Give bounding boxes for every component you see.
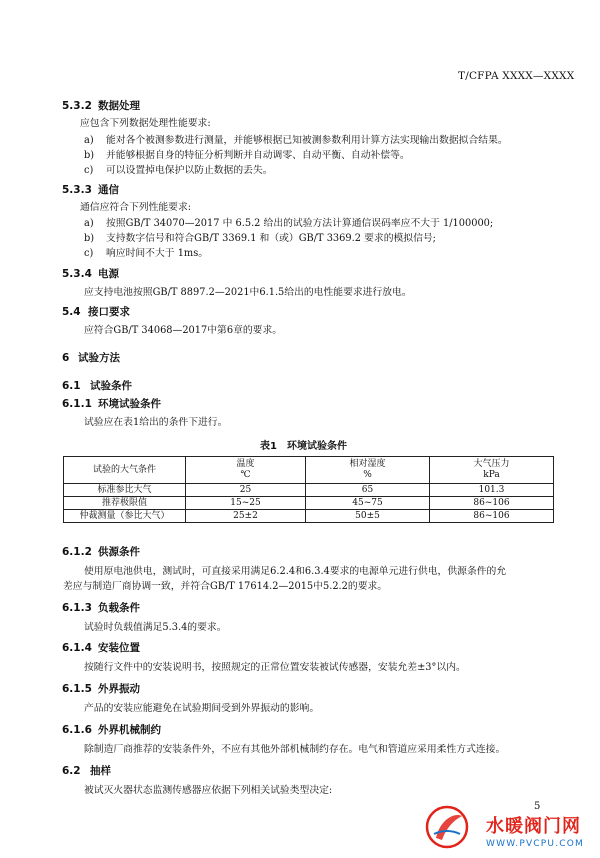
paragraph: 除制造厂商推荐的安装条件外，不应有其他外部机械制约存在。电气和管道应采用柔性方式连接。 bbox=[84, 744, 506, 755]
section-title: 试验方法 bbox=[78, 352, 120, 364]
paragraph: 应支持电池按照GB/T 8897.2—2021中6.1.5给出的电性能要求进行放电。 bbox=[84, 287, 412, 298]
watermark-site-name: 水暖阀门网 bbox=[486, 816, 581, 837]
list-item: b) 支持数字信号和符合GB/T 3369.1 和（或）GB/T 3369.2 要求的模拟信号; bbox=[84, 233, 436, 244]
section-6-1-heading bbox=[62, 378, 132, 393]
section-number: 5.4 bbox=[62, 306, 81, 318]
table-cell: 86~106 bbox=[430, 510, 554, 523]
section-title: 外界振动 bbox=[98, 683, 140, 695]
page-number: 5 bbox=[534, 801, 541, 812]
table-cell: 86~106 bbox=[430, 497, 554, 510]
section-title: 抽样 bbox=[90, 765, 111, 777]
section-number: 5.3.2 bbox=[62, 100, 92, 112]
section-5-3-2-heading bbox=[62, 98, 140, 113]
table-cell: 标准参比大气 bbox=[64, 484, 186, 497]
table-header-cell: 温度 ℃ bbox=[186, 457, 306, 484]
section-5-3-4-heading bbox=[62, 266, 119, 281]
paragraph: 试验应在表1给出的条件下进行。 bbox=[84, 417, 228, 428]
paragraph: 产品的安装应能避免在试验期间受到外界振动的影响。 bbox=[84, 703, 320, 714]
list-item: a) 按照GB/T 34070—2017 中 6.5.2 给出的试验方法计算通信误码率应不大于 1/100000; bbox=[84, 218, 494, 229]
list-item: a) 能对各个被测参数进行测量，并能够根据已知被测参数利用计算方法实现输出数据拟合结果。 bbox=[84, 135, 508, 146]
paragraph: 应符合GB/T 34068—2017中第6章的要求。 bbox=[84, 325, 283, 336]
list-item: c) 可以设置掉电保护以防止数据的丢失。 bbox=[84, 165, 273, 176]
section-title: 环境试验条件 bbox=[98, 398, 161, 410]
table-header-row bbox=[64, 457, 554, 484]
section-6-1-5-heading bbox=[62, 681, 140, 696]
section-number: 6.1.5 bbox=[62, 683, 92, 695]
table-cell: 101.3 bbox=[430, 484, 554, 497]
table-cell: 45~75 bbox=[306, 497, 430, 510]
section-6-1-3-heading bbox=[62, 600, 140, 615]
section-6-1-6-heading bbox=[62, 722, 161, 737]
section-title: 通信 bbox=[98, 184, 119, 196]
paragraph: 按随行文件中的安装说明书，按照规定的正常位置安装被试传感器，安装允差±3°以内。 bbox=[84, 662, 466, 673]
section-title: 试验条件 bbox=[90, 380, 132, 392]
section-title: 接口要求 bbox=[88, 306, 130, 318]
watermark-logo-icon bbox=[424, 804, 470, 850]
section-number: 6.1.2 bbox=[62, 546, 92, 558]
table-caption: 表1 环境试验条件 bbox=[260, 441, 347, 452]
watermark-url: WWW.PVCPU.COM bbox=[486, 839, 585, 849]
section-number: 6.1.6 bbox=[62, 724, 92, 736]
section-number: 6.1.1 bbox=[62, 398, 92, 410]
table-row bbox=[64, 510, 554, 523]
section-title: 安装位置 bbox=[98, 642, 140, 654]
table-row bbox=[64, 497, 554, 510]
section-6-2-heading bbox=[62, 763, 111, 778]
section-title: 负载条件 bbox=[98, 602, 140, 614]
table-cell: 仲裁测量（参比大气） bbox=[64, 510, 186, 523]
paragraph-line: 使用原电池供电，测试时，可直接采用满足6.2.4和6.3.4要求的电源单元进行供电，供源条件的允 bbox=[84, 566, 507, 577]
section-title: 电源 bbox=[98, 268, 119, 280]
table-header-cell: 试验的大气条件 bbox=[64, 457, 186, 484]
list-item: b) 并能够根据自身的特征分析判断并自动调零、自动平衡、自动补偿等。 bbox=[84, 150, 410, 161]
paragraph-line: 差应与制造厂商协调一致，并符合GB/T 17614.2—2015中5.2.2的要求。 bbox=[63, 581, 388, 592]
section-number: 6.2 bbox=[62, 765, 81, 777]
section-number: 5.3.3 bbox=[62, 184, 92, 196]
section-6-1-4-heading bbox=[62, 640, 140, 655]
table-cell: 65 bbox=[306, 484, 430, 497]
environment-conditions-table bbox=[63, 456, 554, 523]
section-6-1-2-heading bbox=[62, 544, 140, 559]
table-cell: 25±2 bbox=[186, 510, 306, 523]
section-title: 供源条件 bbox=[98, 546, 140, 558]
document-id: T/CFPA XXXX—XXXX bbox=[458, 70, 575, 82]
table-cell: 推荐极限值 bbox=[64, 497, 186, 510]
table-header-cell: 相对湿度 % bbox=[306, 457, 430, 484]
paragraph: 试验时负载值满足5.3.4的要求。 bbox=[84, 622, 227, 633]
section-title: 外界机械制约 bbox=[98, 724, 161, 736]
section-5-3-3-heading bbox=[62, 182, 119, 197]
list-item: c) 响应时间不大于 1ms。 bbox=[84, 248, 209, 259]
table-cell: 25 bbox=[186, 484, 306, 497]
section-number: 6.1.3 bbox=[62, 602, 92, 614]
section-number: 6.1.4 bbox=[62, 642, 92, 654]
section-6-1-1-heading bbox=[62, 396, 161, 411]
paragraph: 通信应符合下列性能要求: bbox=[80, 202, 192, 213]
section-number: 6.1 bbox=[62, 380, 81, 392]
paragraph: 被试灭火器状态监测传感器应依据下列相关试验类型决定: bbox=[84, 785, 333, 796]
table-cell: 50±5 bbox=[306, 510, 430, 523]
section-number: 5.3.4 bbox=[62, 268, 92, 280]
paragraph: 应包含下列数据处理性能要求: bbox=[80, 118, 211, 129]
section-number: 6 bbox=[62, 352, 70, 364]
table-row bbox=[64, 484, 554, 497]
section-title: 数据处理 bbox=[98, 100, 140, 112]
table-cell: 15~25 bbox=[186, 497, 306, 510]
section-6-heading bbox=[62, 350, 120, 365]
section-5-4-heading bbox=[62, 304, 130, 319]
table-header-cell: 大气压力 kPa bbox=[430, 457, 554, 484]
